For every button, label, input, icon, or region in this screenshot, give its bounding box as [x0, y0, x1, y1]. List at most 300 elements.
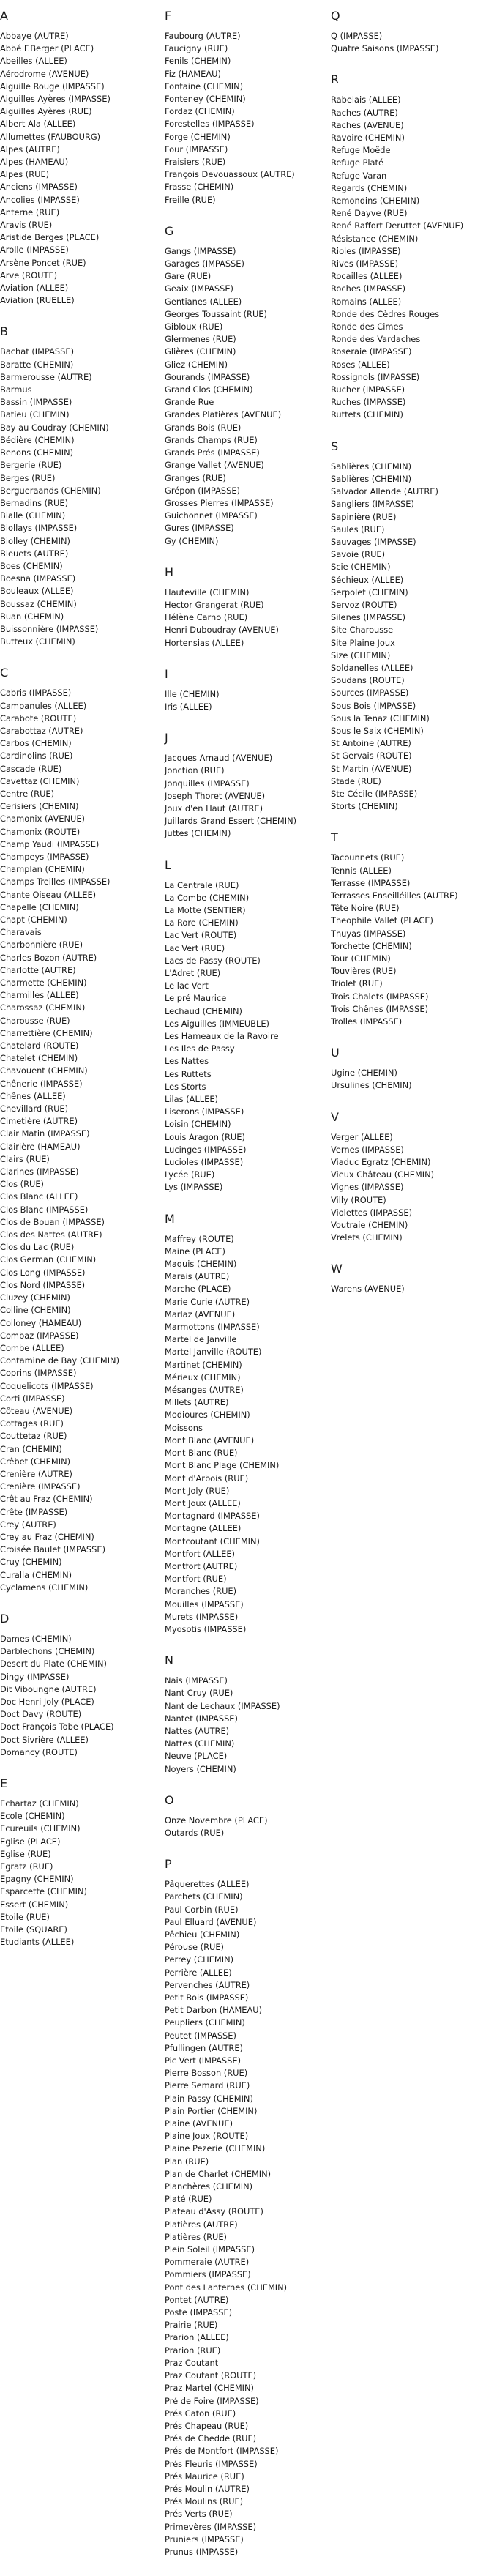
- street-name: Chatelet (CHEMIN): [0, 1053, 78, 1064]
- street-name: Marais (AUTRE): [165, 1271, 230, 1282]
- street-name: Moranches (RUE): [165, 1586, 237, 1597]
- street-name: Bergueraands (CHEMIN): [0, 485, 101, 496]
- street-name: Ancolies (IMPASSE): [0, 194, 80, 205]
- street-name: Champs Treilles (IMPASSE): [0, 876, 111, 887]
- street-name: Ille (CHEMIN): [165, 688, 220, 699]
- street-name: Sous la Tenaz (CHEMIN): [331, 712, 430, 723]
- street-name: Nattes (AUTRE): [165, 1725, 230, 1736]
- street-name: Pierre Bosson (RUE): [165, 2068, 248, 2079]
- street-name: Quatre Saisons (IMPASSE): [331, 43, 439, 54]
- street-name: Abbé F.Berger (PLACE): [0, 43, 94, 54]
- section-letter-heading: E: [0, 1776, 8, 1790]
- street-name: Glières (CHEMIN): [165, 346, 236, 357]
- street-name: Ecole (CHEMIN): [0, 1811, 65, 1822]
- street-name: La Rore (CHEMIN): [165, 917, 239, 928]
- street-name: Ruttets (CHEMIN): [331, 409, 403, 420]
- street-name: Joux d'en Haut (AUTRE): [165, 803, 263, 814]
- street-list: [165, 752, 322, 840]
- street-name: Plain Portier (CHEMIN): [165, 2105, 258, 2116]
- street-name: Ronde des Vardaches: [331, 334, 421, 345]
- letter-section-b: [0, 324, 157, 648]
- street-name: Bassin (IMPASSE): [0, 397, 72, 408]
- street-name: Lechaud (CHEMIN): [165, 1005, 242, 1016]
- street-name: Faucigny (RUE): [165, 43, 228, 54]
- street-name: Doct François Tobe (PLACE): [0, 1721, 114, 1732]
- street-name: Sous Bois (IMPASSE): [331, 700, 416, 711]
- street-name: Pic Vert (IMPASSE): [165, 2055, 242, 2066]
- street-name: Glermenes (RUE): [165, 334, 236, 345]
- street-name: Platières (RUE): [165, 2231, 227, 2242]
- street-name: Pont des Lanternes (CHEMIN): [165, 2282, 288, 2293]
- street-name: Bay au Coudray (CHEMIN): [0, 422, 109, 433]
- street-name: Champlan (CHEMIN): [0, 864, 85, 875]
- street-name: Prés Chapeau (RUE): [165, 2420, 249, 2431]
- street-name: Résistance (CHEMIN): [331, 233, 419, 244]
- street-name: Pruniers (IMPASSE): [165, 2534, 244, 2545]
- street-name: Voutraie (CHEMIN): [331, 1220, 408, 1231]
- street-name: Colline (CHEMIN): [0, 1305, 71, 1316]
- street-name: Lys (IMPASSE): [165, 1182, 223, 1193]
- street-name: René Raffort Deruttet (AVENUE): [331, 220, 464, 231]
- street-list: [331, 1067, 488, 1092]
- section-letter-heading: B: [0, 324, 8, 339]
- street-name: Essert (CHEMIN): [0, 1899, 69, 1910]
- street-name: Crêbet (CHEMIN): [0, 1456, 71, 1467]
- street-name: Chamonix (ROUTE): [0, 826, 81, 837]
- street-name: Marie Curie (AUTRE): [165, 1296, 250, 1307]
- street-name: Pommeraie (AUTRE): [165, 2257, 250, 2268]
- street-name: Clos German (CHEMIN): [0, 1254, 97, 1265]
- letter-section-r: [331, 72, 488, 421]
- street-name: Forge (CHEMIN): [165, 131, 231, 142]
- street-name: Planchères (CHEMIN): [165, 2181, 253, 2192]
- street-name: Trois Chênes (IMPASSE): [331, 1003, 429, 1014]
- street-name: Coquelicots (IMPASSE): [0, 1380, 94, 1391]
- street-name: Chatelard (ROUTE): [0, 1041, 79, 1051]
- section-letter-heading: T: [331, 830, 338, 845]
- street-name: Juillards Grand Essert (CHEMIN): [165, 816, 297, 827]
- street-name: Lacs de Passy (ROUTE): [165, 955, 261, 966]
- street-name: Cyclamens (CHEMIN): [0, 1582, 89, 1593]
- street-name: Remondins (CHEMIN): [331, 196, 420, 206]
- street-name: St Martin (AVENUE): [331, 763, 412, 774]
- street-name: Forestelles (IMPASSE): [165, 119, 255, 130]
- street-name: Gourands (IMPASSE): [165, 371, 250, 382]
- street-name: Rabelais (ALLEE): [331, 94, 401, 105]
- street-name: Campanules (ALLEE): [0, 700, 87, 711]
- street-name: Plateau d'Assy (ROUTE): [165, 2206, 263, 2217]
- street-name: Plaine Pezerie (CHEMIN): [165, 2143, 266, 2154]
- street-list: [165, 1233, 322, 1637]
- street-name: Pâquerettes (ALLEE): [165, 1879, 250, 1890]
- street-name: Thuyas (IMPASSE): [331, 928, 406, 939]
- street-name: Buan (CHEMIN): [0, 611, 64, 622]
- street-name: Egratz (RUE): [0, 1861, 53, 1872]
- street-name: Lucioles (IMPASSE): [165, 1157, 244, 1168]
- street-name: Cavettaz (CHEMIN): [0, 775, 80, 786]
- street-name: Mont Blanc (RUE): [165, 1448, 238, 1459]
- street-name: Nantet (IMPASSE): [165, 1713, 238, 1724]
- street-name: Barmerousse (AUTRE): [0, 371, 92, 382]
- street-name: Jacques Arnaud (AVENUE): [165, 753, 273, 764]
- street-name: Séchieux (ALLEE): [331, 574, 404, 585]
- street-name: Charlotte (AUTRE): [0, 964, 76, 975]
- street-name: Fontaine (CHEMIN): [165, 81, 244, 92]
- street-name: Rossignols (IMPASSE): [331, 371, 420, 382]
- street-list: [165, 879, 322, 1194]
- street-name: Mont Joly (RUE): [165, 1485, 230, 1496]
- street-name: Boes (CHEMIN): [0, 560, 63, 571]
- street-name: Charrettière (CHEMIN): [0, 1027, 93, 1038]
- street-name: Poste (IMPASSE): [165, 2307, 233, 2318]
- street-name: St Antoine (AUTRE): [331, 738, 411, 749]
- street-name: Ronde des Cèdres Rouges: [331, 308, 440, 319]
- street-name: Terrasses Enseilléilles (AUTRE): [331, 890, 458, 901]
- street-name: Alpes (AUTRE): [0, 144, 60, 155]
- street-name: Sources (IMPASSE): [331, 688, 409, 699]
- street-name: Cottages (RUE): [0, 1418, 64, 1429]
- letter-section-n: [165, 1653, 322, 1776]
- street-name: Couttetaz (RUE): [0, 1431, 67, 1442]
- street-name: Liserons (IMPASSE): [165, 1106, 244, 1117]
- street-name: La Combe (CHEMIN): [165, 892, 250, 903]
- street-name: Pfullingen (AUTRE): [165, 2042, 243, 2053]
- letter-section-p: [165, 1857, 322, 2558]
- street-name: Martel de Janville: [165, 1334, 237, 1345]
- street-name: L'Adret (RUE): [165, 967, 221, 978]
- street-name: Contamine de Bay (CHEMIN): [0, 1355, 120, 1366]
- street-name: Les Hameaux de la Ravoire: [165, 1031, 279, 1041]
- street-name: Cardinolins (RUE): [0, 751, 73, 762]
- street-name: Pérouse (RUE): [165, 1942, 224, 1953]
- street-name: Prés Verts (RUE): [165, 2509, 233, 2520]
- section-letter-heading: S: [331, 439, 339, 453]
- street-name: Aiguilles Ayères (IMPASSE): [0, 94, 111, 105]
- street-name: Crey (AUTRE): [0, 1519, 56, 1530]
- street-name: Cruy (CHEMIN): [0, 1557, 62, 1568]
- street-name: Triolet (RUE): [331, 978, 383, 989]
- street-name: Vieux Château (CHEMIN): [331, 1169, 435, 1180]
- street-name: Tête Noire (RUE): [331, 903, 400, 914]
- street-name: Bédière (CHEMIN): [0, 434, 75, 445]
- street-name: Freille (RUE): [165, 194, 216, 205]
- street-name: Pierre Semard (RUE): [165, 2080, 250, 2091]
- street-name: Gare (RUE): [165, 271, 212, 282]
- letter-section-l: [165, 858, 322, 1194]
- section-letter-heading: M: [165, 1211, 175, 1226]
- street-name: Vernes (IMPASSE): [331, 1144, 404, 1155]
- street-name: Chante Oiseau (ALLEE): [0, 889, 97, 900]
- street-name: Faubourg (AUTRE): [165, 31, 241, 41]
- street-name: Montcoutant (CHEMIN): [165, 1535, 260, 1546]
- street-name: Montfort (RUE): [165, 1574, 227, 1585]
- street-name: Site Plaine Joux: [331, 637, 395, 648]
- street-name: Ugine (CHEMIN): [331, 1068, 397, 1079]
- street-list: [0, 346, 157, 648]
- street-name: Chapelle (CHEMIN): [0, 901, 79, 912]
- letter-section-h: [165, 565, 322, 649]
- street-name: Marmottons (IMPASSE): [165, 1322, 260, 1333]
- street-name: Lac Vert (RUE): [165, 942, 225, 953]
- street-name: Mérieux (CHEMIN): [165, 1371, 241, 1382]
- street-name: Raches (AUTRE): [331, 107, 398, 118]
- street-name: Ravoire (CHEMIN): [331, 133, 405, 144]
- street-name: Aviation (ALLEE): [0, 283, 69, 294]
- street-name: Regards (CHEMIN): [331, 182, 408, 193]
- section-letter-heading: W: [331, 1262, 343, 1276]
- street-name: Arve (ROUTE): [0, 269, 58, 280]
- street-name: Millets (AUTRE): [165, 1397, 229, 1408]
- street-name: François Devouassoux (AUTRE): [165, 169, 295, 180]
- letter-section-w: [331, 1262, 488, 1295]
- street-name: Hélène Carno (RUE): [165, 612, 248, 623]
- street-name: Lac Vert (ROUTE): [165, 930, 237, 941]
- street-name: Alpes (HAMEAU): [0, 157, 69, 168]
- street-name: Champeys (IMPASSE): [0, 851, 89, 862]
- street-name: Frasse (CHEMIN): [165, 182, 234, 193]
- street-name: Plan (RUE): [165, 2156, 209, 2167]
- street-name: Mont Blanc Plage (CHEMIN): [165, 1460, 280, 1471]
- street-name: Servoz (ROUTE): [331, 599, 397, 610]
- street-name: Plain Passy (CHEMIN): [165, 2093, 253, 2104]
- street-name: Tour (CHEMIN): [331, 953, 391, 964]
- street-name: Pontet (AUTRE): [165, 2294, 229, 2305]
- street-name: Hector Grangerat (RUE): [165, 599, 264, 610]
- street-name: Rives (IMPASSE): [331, 258, 399, 269]
- street-name: Nant Cruy (RUE): [165, 1688, 233, 1699]
- street-name: Anterne (RUE): [0, 206, 60, 217]
- section-letter-heading: O: [165, 1793, 174, 1807]
- letter-section-c: [0, 666, 157, 1594]
- street-name: Onze Novembre (PLACE): [165, 1814, 268, 1825]
- street-name: Le lac Vert: [165, 980, 209, 991]
- street-name: Bialle (CHEMIN): [0, 510, 66, 521]
- street-name: La Centrale (RUE): [165, 879, 239, 890]
- street-name: Etoile (SQUARE): [0, 1924, 67, 1935]
- street-name: Crey au Fraz (CHEMIN): [0, 1531, 94, 1542]
- street-name: Louis Aragon (RUE): [165, 1131, 245, 1142]
- street-list: [165, 245, 322, 548]
- street-list: [165, 30, 322, 206]
- street-name: Sablières (CHEMIN): [331, 461, 412, 472]
- street-name: Salvador Allende (AUTRE): [331, 486, 438, 497]
- street-name: Abeilles (ALLEE): [0, 56, 67, 67]
- street-name: Clos Blanc (ALLEE): [0, 1191, 78, 1202]
- street-name: Clos du Lac (RUE): [0, 1242, 75, 1253]
- street-name: Mont d'Arbois (RUE): [165, 1473, 249, 1484]
- street-list: [0, 30, 157, 307]
- street-name: Prés de Chedde (RUE): [165, 2433, 257, 2444]
- street-name: Grands Bois (RUE): [165, 422, 242, 433]
- street-name: Montagnard (IMPASSE): [165, 1511, 260, 1522]
- street-name: Hortensias (ALLEE): [165, 637, 244, 648]
- street-name: Fiz (HAMEAU): [165, 68, 221, 79]
- street-name: Roseraie (IMPASSE): [331, 346, 412, 357]
- street-name: Lycée (RUE): [165, 1169, 215, 1180]
- street-list: [165, 587, 322, 649]
- street-name: Mont Joux (ALLEE): [165, 1497, 241, 1508]
- street-name: Chênes (ALLEE): [0, 1090, 66, 1101]
- street-name: Chamonix (AVENUE): [0, 814, 85, 824]
- street-name: Pommiers (IMPASSE): [165, 2269, 251, 2280]
- street-name: Soldanelles (ALLEE): [331, 662, 413, 673]
- street-name: Charavais: [0, 927, 42, 938]
- street-name: Geaix (IMPASSE): [165, 283, 234, 294]
- street-name: Silenes (IMPASSE): [331, 612, 406, 623]
- street-name: Clos des Nattes (AUTRE): [0, 1229, 102, 1240]
- street-name: Viaduc Egratz (CHEMIN): [331, 1157, 431, 1168]
- street-name: Marlaz (AVENUE): [165, 1309, 236, 1319]
- street-name: Prés Maurice (RUE): [165, 2471, 244, 2482]
- letter-section-t: [331, 830, 488, 1028]
- street-name: Martinet (CHEMIN): [165, 1359, 242, 1370]
- street-name: Pré de Foire (IMPASSE): [165, 2395, 259, 2406]
- street-name: Neuve (PLACE): [165, 1751, 228, 1762]
- street-name: Barmus: [0, 384, 32, 395]
- street-name: Four (IMPASSE): [165, 144, 228, 155]
- street-name: Theophile Vallet (PLACE): [331, 915, 433, 926]
- street-name: Ursulines (CHEMIN): [331, 1080, 412, 1091]
- street-name: Size (CHEMIN): [331, 649, 391, 660]
- street-name: Terrasse (IMPASSE): [331, 877, 411, 888]
- street-name: Cerisiers (CHEMIN): [0, 801, 79, 812]
- street-name: Le pré Maurice: [165, 993, 227, 1004]
- street-name: Corti (IMPASSE): [0, 1393, 65, 1404]
- index-column-3: [331, 9, 488, 1314]
- street-name: Bouleaux (ALLEE): [0, 586, 74, 597]
- street-name: Les Nattes: [165, 1056, 209, 1067]
- street-name: Colloney (HAMEAU): [0, 1317, 82, 1328]
- section-letter-heading: N: [165, 1653, 173, 1668]
- street-list: [165, 1675, 322, 1776]
- street-name: Mouilles (IMPASSE): [165, 1598, 244, 1609]
- street-name: Clos Nord (IMPASSE): [0, 1279, 86, 1290]
- street-list: [331, 94, 488, 421]
- street-name: Lilas (ALLEE): [165, 1094, 218, 1105]
- section-letter-heading: Q: [331, 9, 340, 23]
- street-name: Grépon (IMPASSE): [165, 485, 240, 496]
- street-name: Torchette (CHEMIN): [331, 940, 412, 951]
- street-name: Tacounnets (RUE): [331, 852, 405, 863]
- street-name: Nattes (CHEMIN): [165, 1738, 235, 1749]
- street-name: Cimetière (AUTRE): [0, 1116, 78, 1127]
- street-name: Charmilles (ALLEE): [0, 990, 79, 1001]
- street-name: Bleuets (AUTRE): [0, 548, 69, 559]
- street-name: Coprins (IMPASSE): [0, 1368, 77, 1379]
- street-name: Montagne (ALLEE): [165, 1523, 242, 1534]
- street-name: Dames (CHEMIN): [0, 1633, 72, 1644]
- street-name: Aravis (RUE): [0, 220, 53, 231]
- street-name: Loisin (CHEMIN): [165, 1119, 231, 1130]
- street-name: Garages (IMPASSE): [165, 258, 244, 269]
- street-name: Cluzey (CHEMIN): [0, 1292, 70, 1303]
- street-name: Prunus (IMPASSE): [165, 2546, 239, 2557]
- street-name: Doc Henri Joly (PLACE): [0, 1696, 94, 1707]
- street-list: [0, 687, 157, 1594]
- street-name: Roses (ALLEE): [331, 359, 390, 370]
- street-name: Q (IMPASSE): [331, 31, 383, 41]
- street-name: Platé (RUE): [165, 2194, 212, 2205]
- letter-section-g: [165, 224, 322, 548]
- street-name: Prés Moulin (AUTRE): [165, 2483, 250, 2494]
- street-name: Rocailles (ALLEE): [331, 271, 403, 282]
- street-name: Gibloux (RUE): [165, 321, 223, 332]
- street-name: Marche (PLACE): [165, 1284, 231, 1295]
- street-name: Grand Clos (CHEMIN): [165, 384, 253, 395]
- street-name: Eglise (PLACE): [0, 1836, 61, 1847]
- street-name: Charossaz (CHEMIN): [0, 1002, 86, 1013]
- street-name: Jonquilles (IMPASSE): [165, 778, 250, 789]
- street-name: Combaz (IMPASSE): [0, 1330, 79, 1341]
- street-name: Bachat (IMPASSE): [0, 346, 75, 357]
- street-name: Eglise (RUE): [0, 1848, 51, 1859]
- street-name: Storts (CHEMIN): [331, 801, 398, 812]
- street-name: Montfort (AUTRE): [165, 1560, 238, 1571]
- street-name: Raches (AVENUE): [331, 119, 404, 130]
- letter-section-d: [0, 1612, 157, 1759]
- street-name: Warens (AVENUE): [331, 1284, 405, 1295]
- street-name: Bergerie (RUE): [0, 460, 62, 471]
- street-name: Fenils (CHEMIN): [165, 56, 231, 67]
- street-name: Grands Champs (RUE): [165, 434, 258, 445]
- street-name: Ruches (IMPASSE): [331, 397, 406, 408]
- street-name: Grands Prés (IMPASSE): [165, 447, 260, 458]
- section-letter-heading: H: [165, 565, 174, 579]
- letter-section-e: [0, 1776, 157, 1948]
- street-name: Etudiants (ALLEE): [0, 1937, 75, 1948]
- street-name: Charbonnière (RUE): [0, 939, 83, 950]
- street-list: [331, 30, 488, 55]
- street-name: Ronde des Cimes: [331, 321, 403, 332]
- street-name: Boesna (IMPASSE): [0, 573, 76, 584]
- street-name: Fonteney (CHEMIN): [165, 94, 246, 105]
- street-name: Tennis (ALLEE): [331, 865, 392, 876]
- letter-section-q: [331, 9, 488, 55]
- street-name: Gliez (CHEMIN): [165, 359, 228, 370]
- street-name: Gentianes (ALLEE): [165, 296, 242, 307]
- street-name: Anciens (IMPASSE): [0, 182, 78, 193]
- street-name: La Motte (SENTIER): [165, 904, 246, 915]
- street-list: [165, 688, 322, 713]
- street-name: Les Storts: [165, 1081, 206, 1092]
- street-name: Prés Caton (RUE): [165, 2408, 236, 2419]
- street-name: Domancy (ROUTE): [0, 1746, 78, 1757]
- street-name: Granges (RUE): [165, 472, 226, 483]
- street-name: Les Aiguilles (IMMEUBLE): [165, 1018, 269, 1029]
- street-name: Primevères (IMPASSE): [165, 2521, 257, 2532]
- street-name: Croisée Baulet (IMPASSE): [0, 1544, 106, 1555]
- street-name: Buissonnière (IMPASSE): [0, 623, 99, 634]
- street-name: Alpes (RUE): [0, 169, 50, 180]
- letter-section-o: [165, 1793, 322, 1839]
- street-name: Sablières (CHEMIN): [331, 473, 412, 484]
- letter-section-u: [331, 1046, 488, 1092]
- street-name: Vignes (IMPASSE): [331, 1182, 404, 1193]
- letter-section-j: [165, 731, 322, 840]
- street-name: Albert Ala (ALLEE): [0, 119, 76, 130]
- street-name: Refuge Varan: [331, 170, 387, 181]
- street-list: [331, 852, 488, 1028]
- street-name: Martel Janville (ROUTE): [165, 1347, 262, 1358]
- street-name: Nant de Lechaux (IMPASSE): [165, 1700, 280, 1711]
- street-name: Epagny (CHEMIN): [0, 1874, 74, 1885]
- street-name: Côteau (AVENUE): [0, 1405, 73, 1416]
- street-name: Aviation (RUELLE): [0, 295, 75, 306]
- street-name: Aristide Berges (PLACE): [0, 232, 100, 243]
- street-name: Violettes (IMPASSE): [331, 1207, 413, 1218]
- street-name: Noyers (CHEMIN): [165, 1763, 236, 1774]
- street-name: Charousse (RUE): [0, 1015, 70, 1026]
